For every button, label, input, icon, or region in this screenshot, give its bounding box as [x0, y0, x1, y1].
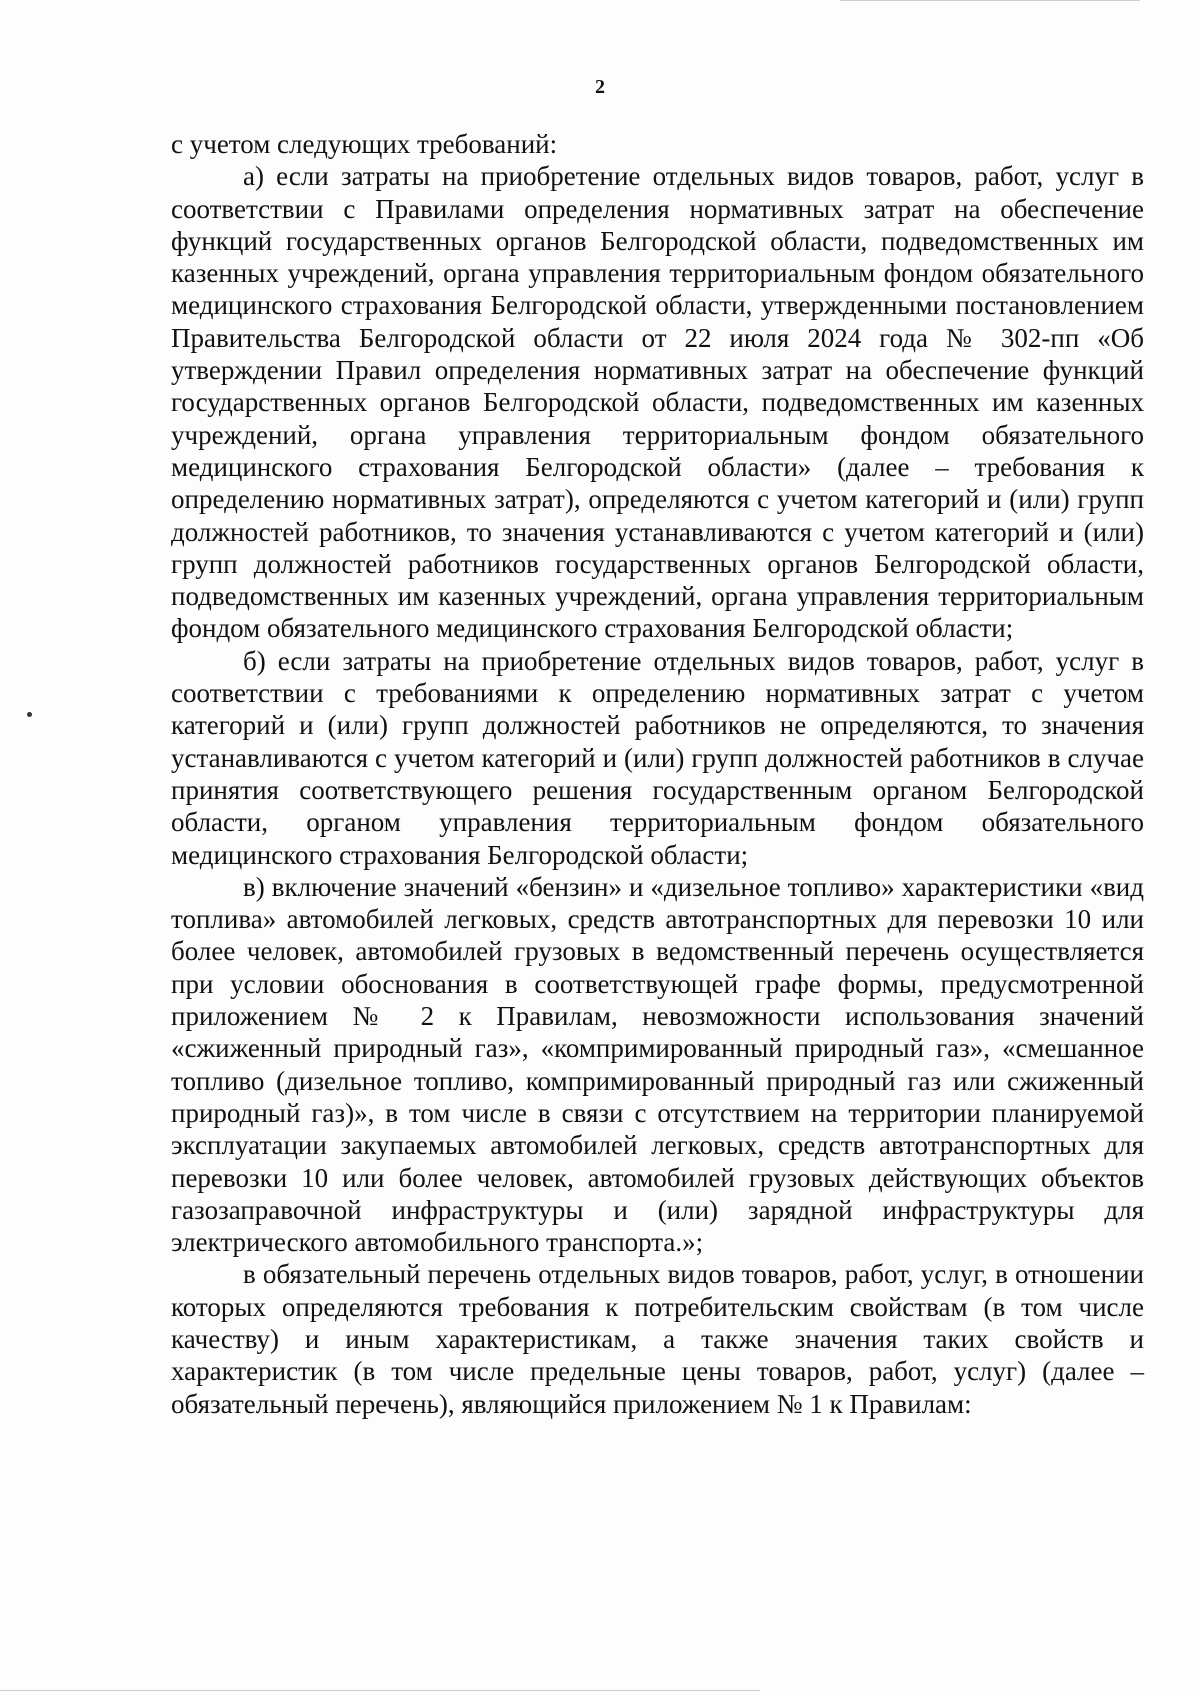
paragraph-b: б) если затраты на приобретение отдельных видов товаров, работ, услуг в соответствии с требованиями к определению нормативных затрат с учетом категорий и (или) групп должностей работников не определяются, то значения устанавливаются с учетом категорий и (или) групп должностей работников в случае принятия соответствующего решения государственным органом Белгородской области, органом управления территориальным фондом обязательного медицинского страхования Белгородской области; — [171, 645, 1144, 870]
paragraph-v: в) включение значений «бензин» и «дизельное топливо» характеристики «вид топлива» автомобилей легковых, средств автотранспортных для перевозки 10 или более человек, автомобилей грузовых в ведомственный перечень осуществляется при условии обоснования в соответствующей графе формы, предусмотренной приложением № 2 к Правилам, невозможности использования значений «сжиженный природный газ», «компримированный природный газ», «смешанное топливо (дизельное топливо, компримированный природный газ или сжиженный природный газ)», в том числе в связи с отсутствием на территории планируемой эксплуатации закупаемых автомобилей легковых, средств автотранспортных для перевозки 10 или более человек, автомобилей грузовых действующих объектов газозаправочной инфраструктуры и (или) зарядной инфраструктуры для электрического автомобильного транспорта.»; — [171, 871, 1144, 1258]
scan-edge-top — [840, 0, 1140, 1]
scan-speck — [27, 712, 32, 717]
paragraph-a: а) если затраты на приобретение отдельных видов товаров, работ, услуг в соответствии с Правилами определения нормативных затрат на обеспечение функций государственных органов Белгородской области, подведомственных им казенных учреждений, органа управления территориальным фондом обязательного медицинского страхования Белгородской области, утвержденными постановлением Правительства Белгородской области от 22 июля 2024 года № 302-пп «Об утверждении Правил определения нормативных затрат на обеспечение функций государственных органов Белгородской области, подведомственных им казенных учреждений, органа управления территориальным фондом обязательного медицинского страхования Белгородской области» (далее – требования к определению нормативных затрат), определяются с учетом категорий и (или) групп должностей работников, то значения устанавливаются с учетом категорий и (или) групп должностей работников государственных органов Белгородской области, подведомственных им казенных учреждений, органа управления территориальным фондом обязательного медицинского страхования Белгородской области; — [171, 161, 1144, 644]
document-body — [171, 128, 1144, 1420]
paragraph-mandatory-list: в обязательный перечень отдельных видов товаров, работ, услуг, в отношении которых определяются требования к потребительским свойствам (в том числе качеству) и иным характеристикам, а также значения таких свойств и характеристик (в том числе предельные цены товаров, работ, услуг) (далее – обязательный перечень), являющийся приложением № 1 к Правилам: — [171, 1259, 1144, 1419]
scan-edge-bottom — [0, 1690, 760, 1691]
page-number: 2 — [595, 76, 605, 98]
paragraph-intro: с учетом следующих требований: — [171, 129, 558, 159]
